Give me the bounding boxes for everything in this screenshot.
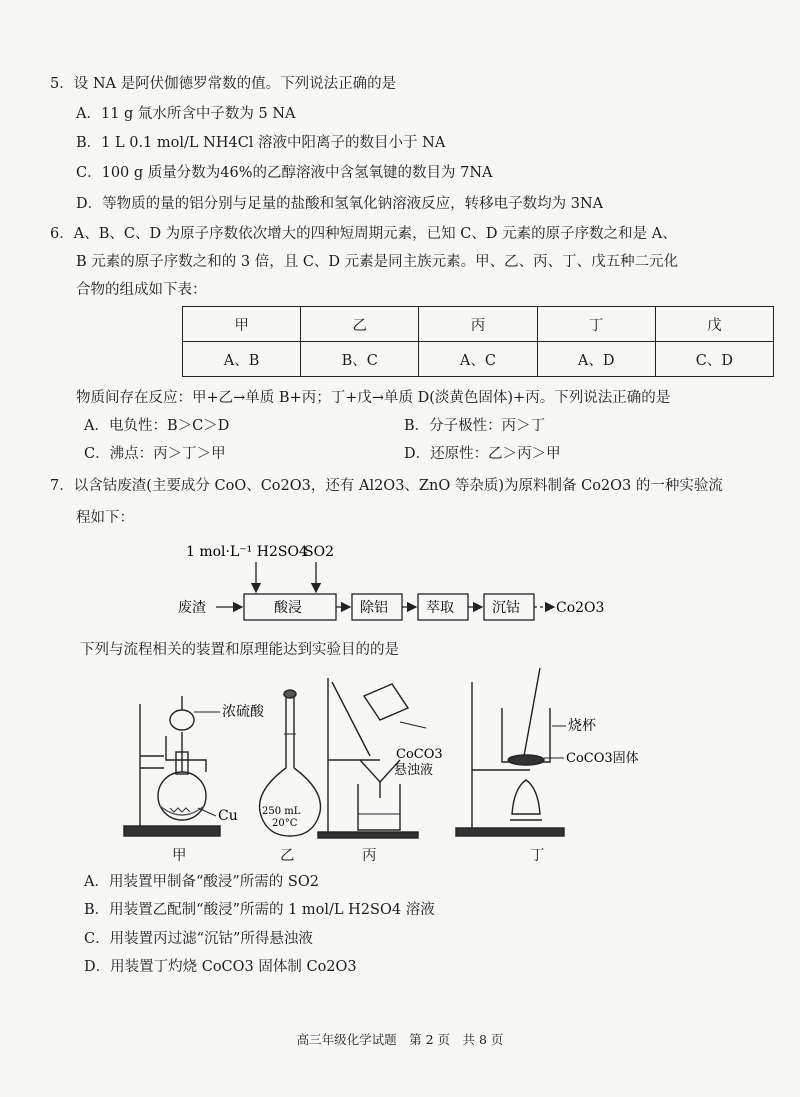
flow-reagent-so2: SO2 xyxy=(304,544,334,560)
q6-option-a: A．电负性：B＞C＞D xyxy=(84,418,230,434)
table-cell: A、B xyxy=(183,342,301,377)
flow-input-label: 废渣 xyxy=(178,600,206,616)
label-suspension: 悬浊液 xyxy=(394,763,434,778)
label-coco3-solid: CoCO3固体 xyxy=(566,751,639,766)
q7-option-a: A．用装置甲制备“酸浸”所需的 SO2 xyxy=(84,874,319,890)
label-flask-volume: 250 mL xyxy=(262,806,301,817)
flow-step-remove-al: 除铝 xyxy=(360,600,388,616)
label-flask-temp: 20°C xyxy=(272,818,298,829)
apparatus-figure xyxy=(110,664,700,864)
flow-output-label: Co2O3 xyxy=(556,600,605,616)
q7-stem-line-1: 7．以含钴废渣(主要成分 CoO、Co2O3，还有 Al2O3、ZnO 等杂质)为原料制备 Co2O3 的一种实验流 xyxy=(50,478,723,494)
q7-option-d: D．用装置丁灼烧 CoCO3 固体制 Co2O3 xyxy=(84,959,357,975)
caption-yi: 乙 xyxy=(280,848,295,864)
q6-stem-line-3: 合物的组成如下表： xyxy=(76,282,207,298)
q7-option-b: B．用装置乙配制“酸浸”所需的 1 mol/L H2SO4 溶液 xyxy=(84,902,435,918)
label-coco3: CoCO3 xyxy=(396,747,443,762)
q5-stem: 5．设 NA 是阿伏伽德罗常数的值。下列说法正确的是 xyxy=(50,76,397,92)
table-header-row xyxy=(183,307,774,342)
q6-reaction-text: 物质间存在反应：甲+乙→单质 B+丙；丁+戊→单质 D(淡黄色固体)+丙。下列说法正确的是 xyxy=(76,390,671,406)
composition-table xyxy=(182,306,774,377)
q7-prompt: 下列与流程相关的装置和原理能达到实验目的的是 xyxy=(80,642,399,658)
table-header-cell: 乙 xyxy=(301,307,419,342)
caption-ding: 丁 xyxy=(530,848,545,864)
q6-stem-line-1: 6．A、B、C、D 为原子序数依次增大的四种短周期元素，已知 C、D 元素的原子序数之和是 A、 xyxy=(50,226,677,242)
label-cu: Cu xyxy=(218,808,238,824)
flow-step-precipitate-co: 沉钴 xyxy=(492,600,520,616)
table-header-cell: 甲 xyxy=(183,307,301,342)
flow-step-extract: 萃取 xyxy=(426,600,454,616)
q5-option-c: C．100 g 质量分数为46%的乙醇溶液中含氢氧键的数目为 7NA xyxy=(76,165,493,181)
q5-option-d: D．等物质的量的铝分别与足量的盐酸和氢氧化钠溶液反应，转移电子数均为 3NA xyxy=(76,196,604,212)
process-flow-diagram xyxy=(170,536,610,632)
q7-stem-line-2: 程如下： xyxy=(76,510,134,526)
label-conc-sulfuric-acid: 浓硫酸 xyxy=(222,704,264,720)
page-footer: 高三年级化学试题 第 2 页 共 8 页 xyxy=(296,1032,504,1047)
label-beaker: 烧杯 xyxy=(568,718,596,734)
table-header-cell: 丙 xyxy=(419,307,537,342)
q5-option-a: A．11 g 氚水所含中子数为 5 NA xyxy=(76,106,296,122)
apparatus-jia xyxy=(124,696,220,836)
flow-step-acid-leach: 酸浸 xyxy=(274,600,302,616)
table-row xyxy=(183,342,774,377)
q5-option-b: B．1 L 0.1 mol/L NH4Cl 溶液中阳离子的数目小于 NA xyxy=(76,135,446,151)
q6-stem-line-2: B 元素的原子序数之和的 3 倍，且 C、D 元素是同主族元素。甲、乙、丙、丁、戊五种二元化 xyxy=(76,254,679,270)
flow-reagent-h2so4: 1 mol·L⁻¹ H2SO4 xyxy=(186,544,308,560)
caption-jia: 甲 xyxy=(172,848,187,864)
apparatus-ding xyxy=(456,668,566,836)
caption-bing: 丙 xyxy=(362,848,377,864)
q7-option-c: C．用装置丙过滤“沉钴”所得悬浊液 xyxy=(84,931,313,947)
table-header-cell: 戊 xyxy=(655,307,773,342)
table-cell: A、C xyxy=(419,342,537,377)
q6-option-c: C．沸点：丙＞丁＞甲 xyxy=(84,446,226,462)
table-cell: A、D xyxy=(537,342,655,377)
q6-option-d: D．还原性：乙＞丙＞甲 xyxy=(404,446,561,462)
table-cell: B、C xyxy=(301,342,419,377)
q6-option-b: B．分子极性：丙＞丁 xyxy=(404,418,546,434)
table-header-cell: 丁 xyxy=(537,307,655,342)
table-cell: C、D xyxy=(655,342,773,377)
